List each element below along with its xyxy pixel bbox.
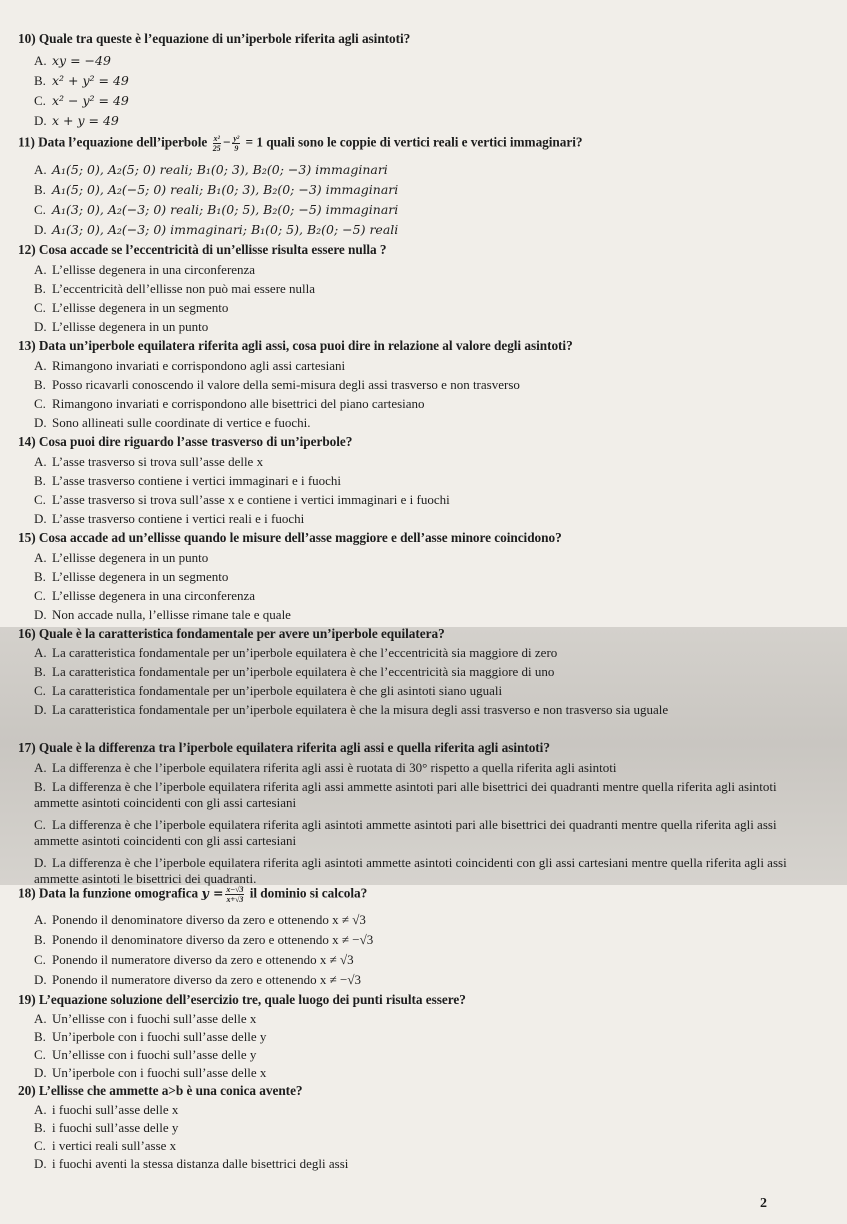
option-13-b[interactable]: B. Posso ricavarli conoscendo il valore della semi-misura degli assi trasverso e non trasverso — [34, 377, 520, 392]
option-19-b[interactable]: B. Un’iperbole con i fuochi sull’asse delle y — [34, 1029, 267, 1044]
option-13-c[interactable]: C. Rimangono invariati e corrispondono alle bisettrici del piano cartesiano — [34, 396, 425, 411]
question-17: 17) Quale è la differenza tra l’iperbole equilatera riferita agli assi e quella riferita agli asintoti? — [18, 740, 550, 755]
question-18: 18) Data la funzione omografica y = $\frac{x-√3}{x+√3}$ il dominio si calcola? — [18, 885, 368, 904]
option-11-b[interactable]: B. A₁(5; 0), A₂(−5; 0) reali; B₁(0; 3), B₂(0; −3) immaginari — [34, 182, 399, 197]
option-20-b[interactable]: B. i fuochi sull’asse delle y — [34, 1120, 179, 1135]
question-11: 11) Data l’equazione dell’iperbole $\frac{\text{x²}}{25}$ − $\frac{\text{y²}}{9}$ = 1 quali sono le coppie di vertici reali e vertici immaginari? — [18, 134, 583, 153]
option-11-c[interactable]: C. A₁(3; 0), A₂(−3; 0) reali; B₁(0; 5), B₂(0; −5) immaginari — [34, 202, 399, 217]
option-19-d[interactable]: D. Un’iperbole con i fuochi sull’asse delle x — [34, 1065, 267, 1080]
option-20-d[interactable]: D. i fuochi aventi la stessa distanza dalle bisettrici degli assi — [34, 1156, 349, 1171]
option-14-d[interactable]: D. L’asse trasverso contiene i vertici reali e i fuochi — [34, 511, 305, 526]
fraction-y2-9: $\frac{\text{y²}}{9}$ — [233, 134, 240, 153]
option-14-a[interactable]: A. L’asse trasverso si trova sull’asse delle x — [34, 454, 264, 469]
option-16-a[interactable]: A. La caratteristica fondamentale per un’iperbole equilatera è che l’eccentricità sia maggiore di zero — [34, 645, 558, 660]
option-14-b[interactable]: B. L’asse trasverso contiene i vertici immaginari e i fuochi — [34, 473, 342, 488]
page-number: 2 — [760, 1196, 767, 1211]
question-12: 12) Cosa accade se l’eccentricità di un’ellisse risulta essere nulla ? — [18, 242, 387, 257]
question-19: 19) L’equazione soluzione dell’esercizio tre, quale luogo dei punti risulta essere? — [18, 992, 466, 1007]
question-14: 14) Cosa puoi dire riguardo l’asse trasverso di un’iperbole? — [18, 434, 353, 449]
question-15: 15) Cosa accade ad un’ellisse quando le misure dell’asse maggiore e dell’asse minore coincidono? — [18, 530, 562, 545]
question-20: 20) L’ellisse che ammette a>b è una conica avente? — [18, 1083, 303, 1098]
fraction-x2-25: $\frac{\text{x²}}{25}$ — [212, 134, 221, 153]
option-12-b[interactable]: B. L’eccentricità dell’ellisse non può mai essere nulla — [34, 281, 316, 296]
option-12-a[interactable]: A. L’ellisse degenera in una circonferenza — [34, 262, 256, 277]
option-18-c[interactable]: C. Ponendo il numeratore diverso da zero e ottenendo x ≠ √3 — [34, 952, 354, 967]
option-10-c[interactable]: C. x² − y² = 49 — [34, 93, 129, 108]
option-18-d[interactable]: D. Ponendo il numeratore diverso da zero e ottenendo x ≠ −√3 — [34, 972, 361, 987]
question-10: 10) Quale tra queste è l’equazione di un’iperbole riferita agli asintoti? — [18, 31, 411, 46]
option-16-c[interactable]: C. La caratteristica fondamentale per un’iperbole equilatera è che gli asintoti siano uguali — [34, 683, 503, 698]
option-17-a[interactable]: A. La differenza è che l’iperbole equilatera riferita agli assi è ruotata di 30° rispetto a quella riferita agli asintoti — [34, 760, 617, 775]
question-16: 16) Quale è la caratteristica fondamentale per avere un’iperbole equilatera? — [18, 626, 445, 641]
option-15-a[interactable]: A. L’ellisse degenera in un punto — [34, 550, 209, 565]
option-12-c[interactable]: C. L’ellisse degenera in un segmento — [34, 300, 229, 315]
fraction-homographic: $\frac{x-√3}{x+√3}$ — [226, 885, 244, 904]
option-19-a[interactable]: A. Un’ellisse con i fuochi sull’asse delle x — [34, 1011, 257, 1026]
option-18-b[interactable]: B. Ponendo il denominatore diverso da zero e ottenendo x ≠ −√3 — [34, 932, 374, 947]
option-12-d[interactable]: D. L’ellisse degenera in un punto — [34, 319, 209, 334]
option-10-a[interactable]: A. xy = −49 — [34, 53, 111, 68]
option-15-b[interactable]: B. L’ellisse degenera in un segmento — [34, 569, 229, 584]
option-10-b[interactable]: B. x² + y² = 49 — [34, 73, 129, 88]
option-16-b[interactable]: B. La caratteristica fondamentale per un’iperbole equilatera è che l’eccentricità sia maggiore di uno — [34, 664, 555, 679]
option-15-d[interactable]: D. Non accade nulla, l’ellisse rimane tale e quale — [34, 607, 291, 622]
option-18-a[interactable]: A. Ponendo il denominatore diverso da zero e ottenendo x ≠ √3 — [34, 912, 366, 927]
option-15-c[interactable]: C. L’ellisse degenera in una circonferenza — [34, 588, 256, 603]
option-20-a[interactable]: A. i fuochi sull’asse delle x — [34, 1102, 179, 1117]
option-20-c[interactable]: C. i vertici reali sull’asse x — [34, 1138, 177, 1153]
question-13: 13) Data un’iperbole equilatera riferita agli assi, cosa puoi dire in relazione al valore degli asintoti? — [18, 338, 573, 353]
option-11-d[interactable]: D. A₁(3; 0), A₂(−3; 0) immaginari; B₁(0; 5), B₂(0; −5) reali — [34, 222, 399, 237]
option-14-c[interactable]: C. L’asse trasverso si trova sull’asse x e contiene i vertici immaginari e i fuochi — [34, 492, 450, 507]
option-17-d[interactable]: D. La differenza è che l’iperbole equilatera riferita agli asintoti ammette asintoti coincidenti con gli assi cartesiani mentre quella riferita agli assi ammette asintoti le bisettrici dei quadranti. — [34, 855, 787, 886]
option-10-d[interactable]: D. x + y = 49 — [34, 113, 119, 128]
option-17-c[interactable]: C. La differenza è che l’iperbole equilatera riferita agli asintoti ammette asintoti pari alle bisettrici dei quadranti mentre quella riferita agli assi ammette asintoti coincidenti con gli assi cartesiani — [34, 817, 777, 848]
option-16-d[interactable]: D. La caratteristica fondamentale per un’iperbole equilatera è che la misura degli assi trasverso e non trasverso sia uguale — [34, 702, 669, 717]
option-13-d[interactable]: D. Sono allineati sulle coordinate di vertice e fuochi. — [34, 415, 311, 430]
option-11-a[interactable]: A. A₁(5; 0), A₂(5; 0) reali; B₁(0; 3), B₂(0; −3) immaginari — [34, 162, 388, 177]
option-13-a[interactable]: A. Rimangono invariati e corrispondono agli assi cartesiani — [34, 358, 346, 373]
option-19-c[interactable]: C. Un’ellisse con i fuochi sull’asse delle y — [34, 1047, 257, 1062]
option-17-b[interactable]: B. La differenza è che l’iperbole equilatera riferita agli assi ammette asintoti pari alle bisettrici dei quadranti mentre quella riferita agli asintoti ammette asintoti coincidenti con gli assi cartesiani — [34, 779, 777, 810]
